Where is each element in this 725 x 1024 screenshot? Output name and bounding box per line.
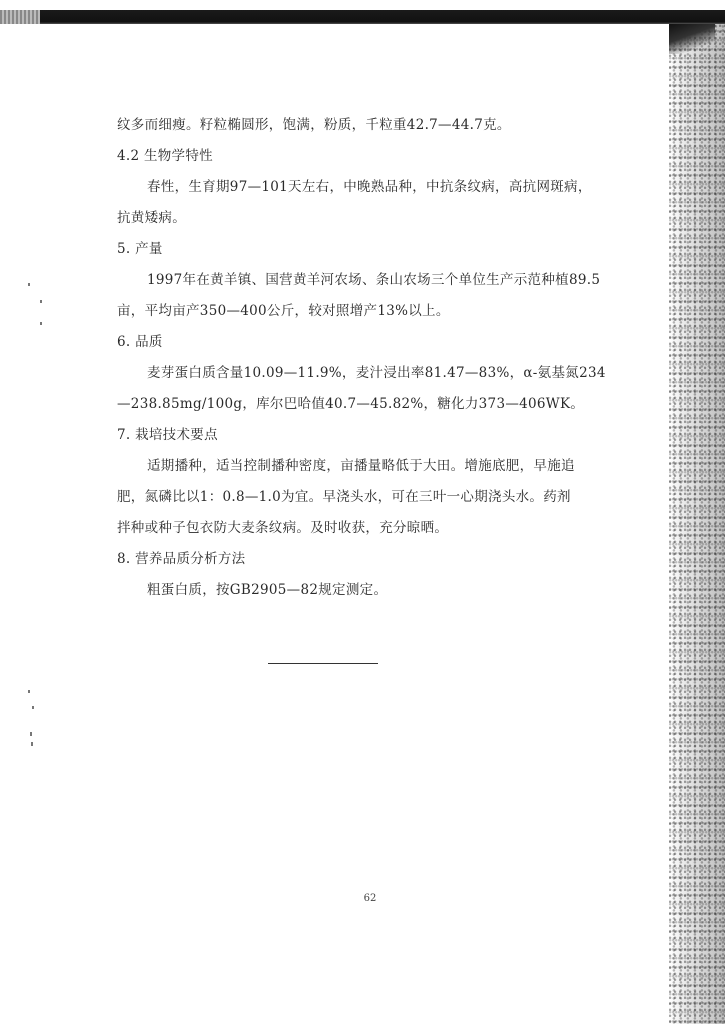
- margin-mark: [32, 706, 34, 709]
- text-line: 春性，生育期97—101天左右，中晚熟品种，中抗条纹病，高抗网斑病，: [147, 179, 592, 195]
- margin-mark: [31, 742, 33, 746]
- text-line: 1997年在黄羊镇、国营黄羊河农场、条山农场三个单位生产示范种植89.5: [147, 272, 601, 288]
- section-heading-5: 5. 产量: [117, 241, 163, 257]
- text-line: 亩，平均亩产350—400公斤，较对照增产13%以上。: [117, 303, 450, 319]
- section-heading-7: 7. 栽培技术要点: [117, 427, 218, 443]
- text-line: 拌种或种子包衣防大麦条纹病。及时收获，充分晾晒。: [117, 520, 449, 536]
- margin-mark: [40, 322, 42, 325]
- section-heading-4-2: 4.2 生物学特性: [117, 148, 213, 164]
- section-heading-8: 8. 营养品质分析方法: [117, 551, 246, 567]
- scan-right-edge-shadow: [669, 24, 725, 1024]
- text-line: 肥，氮磷比以1：0.8—1.0为宜。早浇头水，可在三叶一心期浇头水。药剂: [117, 489, 571, 505]
- margin-mark: [28, 690, 30, 693]
- margin-mark: [40, 300, 42, 303]
- text-line: 麦芽蛋白质含量10.09—11.9%，麦汁浸出率81.47—83%，α-氨基氮234: [147, 365, 606, 381]
- text-line: 抗黄矮病。: [117, 210, 186, 226]
- text-line: 粗蛋白质，按GB2905—82规定测定。: [147, 582, 388, 598]
- margin-mark: [28, 283, 30, 286]
- section-heading-6: 6. 品质: [117, 334, 163, 350]
- text-line: 适期播种，适当控制播种密度，亩播量略低于大田。增施底肥，早施追: [147, 458, 575, 474]
- text-line: 纹多而细瘦。籽粒椭圆形，饱满，粉质，千粒重42.7—44.7克。: [117, 117, 511, 133]
- text-line: —238.85mg/100g，库尔巴哈值40.7—45.82%，糖化力373—406WK。: [117, 396, 585, 412]
- page-number: 62: [363, 893, 377, 904]
- scan-corner-shadow: [669, 24, 715, 54]
- document-body: [117, 110, 627, 606]
- scan-top-border: [0, 0, 725, 24]
- horizontal-rule: [268, 663, 378, 664]
- margin-mark: [30, 732, 32, 736]
